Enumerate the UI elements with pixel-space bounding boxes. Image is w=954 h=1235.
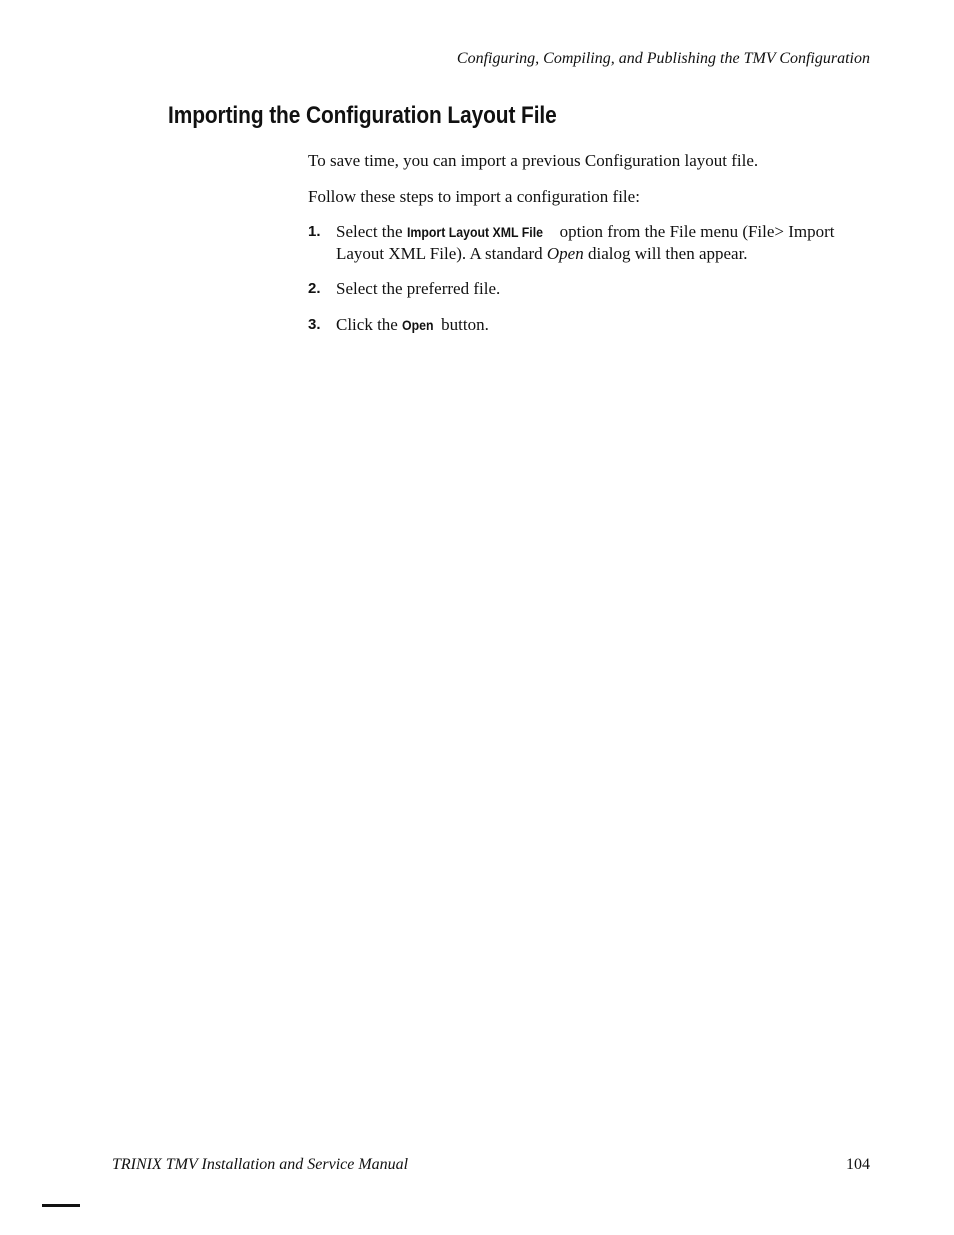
section-heading: Importing the Configuration Layout File (168, 102, 557, 129)
step-text: Select the preferred file. (336, 279, 501, 298)
step-item (308, 278, 878, 299)
footer-page-number: 104 (846, 1156, 870, 1173)
running-header: Configuring, Compiling, and Publishing the TMV Configuration (456, 50, 870, 67)
step-number: 2. (308, 280, 321, 297)
step-text (336, 314, 878, 336)
ui-term-import-layout-xml-file: Import Layout XML File (406, 224, 543, 240)
footer-manual-title: TRINIX TMV Installation and Service Manual (112, 1156, 409, 1173)
footer-rule (42, 1204, 80, 1207)
italic-term-open: Open (546, 244, 584, 263)
step-text-after: dialog will then appear. (587, 244, 748, 263)
steps-intro-paragraph: Follow these steps to import a configuration file: (308, 187, 640, 206)
step-text-middle: option from the File menu (File> Import Layout XML File). A standard (336, 222, 835, 263)
step-text (336, 221, 878, 264)
step-text-before: Click the (336, 315, 398, 334)
step-number: 1. (308, 223, 321, 240)
step-number: 3. (308, 316, 321, 333)
step-item (308, 314, 878, 336)
ui-term-open: Open (402, 317, 434, 333)
step-text-before: Select the (336, 222, 403, 241)
intro-paragraph: To save time, you can import a previous Configuration layout file. (308, 151, 759, 170)
step-item (308, 221, 878, 264)
step-text-after: button. (441, 315, 489, 334)
